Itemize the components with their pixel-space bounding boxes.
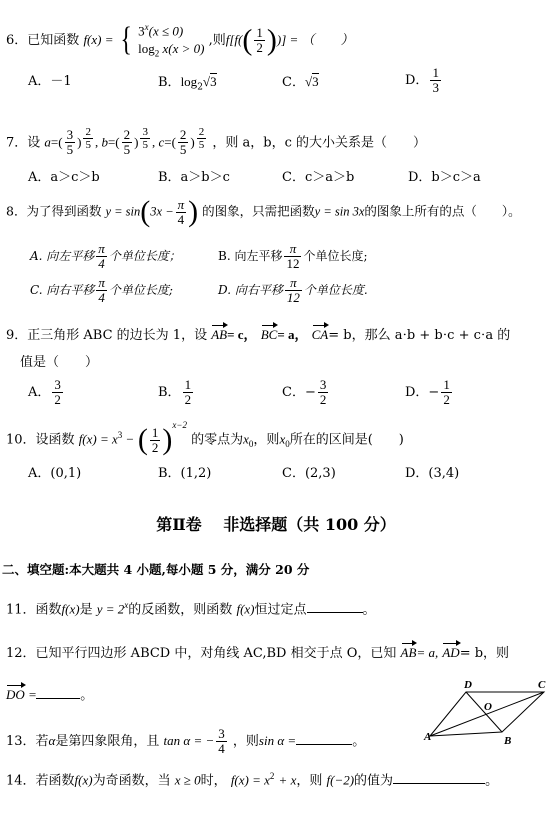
- label-c: C: [538, 679, 546, 691]
- part2-title: 第Ⅱ卷 非选择题（共 100 分）: [156, 515, 396, 534]
- q8-option-a: A. 向左平移 $\frac{\pi}{4}$ 个单位长度；: [30, 241, 181, 271]
- q7-stem: 7．设 a=( $\frac{3}{5}$ ) $^{\frac{2}{5}}$ , b=( $\frac{2}{5}$ ) $^{\frac{3}{5}}$ , c=( $\frac{2}{5}$ ) $^{\frac{2}{5}}$ ，则 a，b，c 的大小关系是（ ）: [6, 126, 427, 158]
- q9-stem-line2: 值是（ ）: [20, 355, 99, 370]
- q10-option-a: A．(0,1): [28, 466, 82, 481]
- q9-option-d: D．− $\frac{1}{2}$: [405, 377, 450, 407]
- q9-option-a: A． $\frac{3}{2}$: [28, 377, 61, 407]
- label-o: O: [484, 701, 492, 713]
- q12-answer-blank[interactable]: [36, 686, 80, 699]
- q7-option-d: D．b＞c＞a: [408, 170, 481, 185]
- q14-stem: 14．若函数f(x)为奇函数，当 x ≥ 0时， $f(x) = x^2 + x$，则 f(−2)的值为 。: [6, 771, 499, 789]
- q12-stem-line2: DO = 。: [6, 687, 94, 703]
- q9-stem: 9．正三角形 ABC 的边长为 1，设 AB= c， BC= a， CA= b，那么 a⋅b + b⋅c + c⋅a 的: [6, 327, 511, 343]
- q8-option-b: B. 向左平移 $\frac{\pi}{12}$ 个单位长度;: [218, 241, 368, 271]
- q6-option-c: C．√3: [282, 74, 319, 90]
- q11-answer-blank[interactable]: [307, 600, 363, 613]
- q9-option-b: B． $\frac{1}{2}$: [158, 377, 192, 407]
- label-a: A: [424, 731, 432, 743]
- q10-option-b: B．(1,2): [158, 466, 212, 481]
- q6-option-d: D． $\frac{1}{3}$: [405, 65, 439, 95]
- q10-option-c: C．(2,3): [282, 466, 336, 481]
- q10-stem: 10．设函数 $f(x) = x^3$ − ( $\frac{1}{2}$ )$^{x-2}$ 的零点为$x_0$，则$x_0$所在的区间是( ): [6, 420, 404, 456]
- parallelogram-diagram: [422, 678, 550, 748]
- q8-option-d: D. 向右平移 $\frac{\pi}{12}$ 个单位长度.: [218, 275, 368, 305]
- q12-stem: 12．已知平行四边形 ABCD 中，对角线 AC,BD 相交于点 O，已知 AB= a, AD= b，则: [6, 645, 510, 661]
- q13-answer-blank[interactable]: [296, 732, 352, 745]
- label-d: D: [464, 679, 472, 691]
- section2-heading: 二、填空题:本大题共 4 小题,每小题 5 分，满分 20 分: [2, 562, 310, 577]
- q6-option-b: B．$\log_2√3$: [158, 74, 217, 93]
- q8-option-c: C. 向右平移 $\frac{\pi}{4}$ 个单位长度;: [30, 275, 173, 305]
- diagonal-ac: [430, 692, 544, 736]
- q7-option-a: A．a＞c＞b: [28, 170, 100, 185]
- q7-option-b: B．a＞b＞c: [158, 170, 230, 185]
- q6-option-a: A．－1: [28, 74, 72, 89]
- q14-answer-blank[interactable]: [393, 771, 485, 784]
- q11-stem: 11．函数f(x)是 $y = 2^x$的反函数，则函数 f(x)恒过定点 。: [6, 600, 376, 618]
- q8-stem: 8．为了得到函数 y = sin(3x − $\frac{\pi}{4}$ ) 的图象，只需把函数y = sin 3x的图象上所有的点（ ）。: [6, 195, 521, 228]
- label-b: B: [504, 735, 512, 747]
- q13-stem: 13．若α是第四象限角，且 tan α = − $\frac{3}{4}$ ，则sin α = 。: [6, 726, 366, 756]
- q9-option-c: C．− $\frac{3}{2}$: [282, 377, 327, 407]
- q7-option-c: C．c＞a＞b: [282, 170, 355, 185]
- q6-stem: 6．已知函数 f(x) = { $3^x(x \le 0)$ $\log_2 x(x > 0)$ ,则f[f(( $\frac{1}{2}$ ))] = （ ）: [6, 21, 354, 59]
- q10-option-d: D．(3,4): [405, 466, 460, 481]
